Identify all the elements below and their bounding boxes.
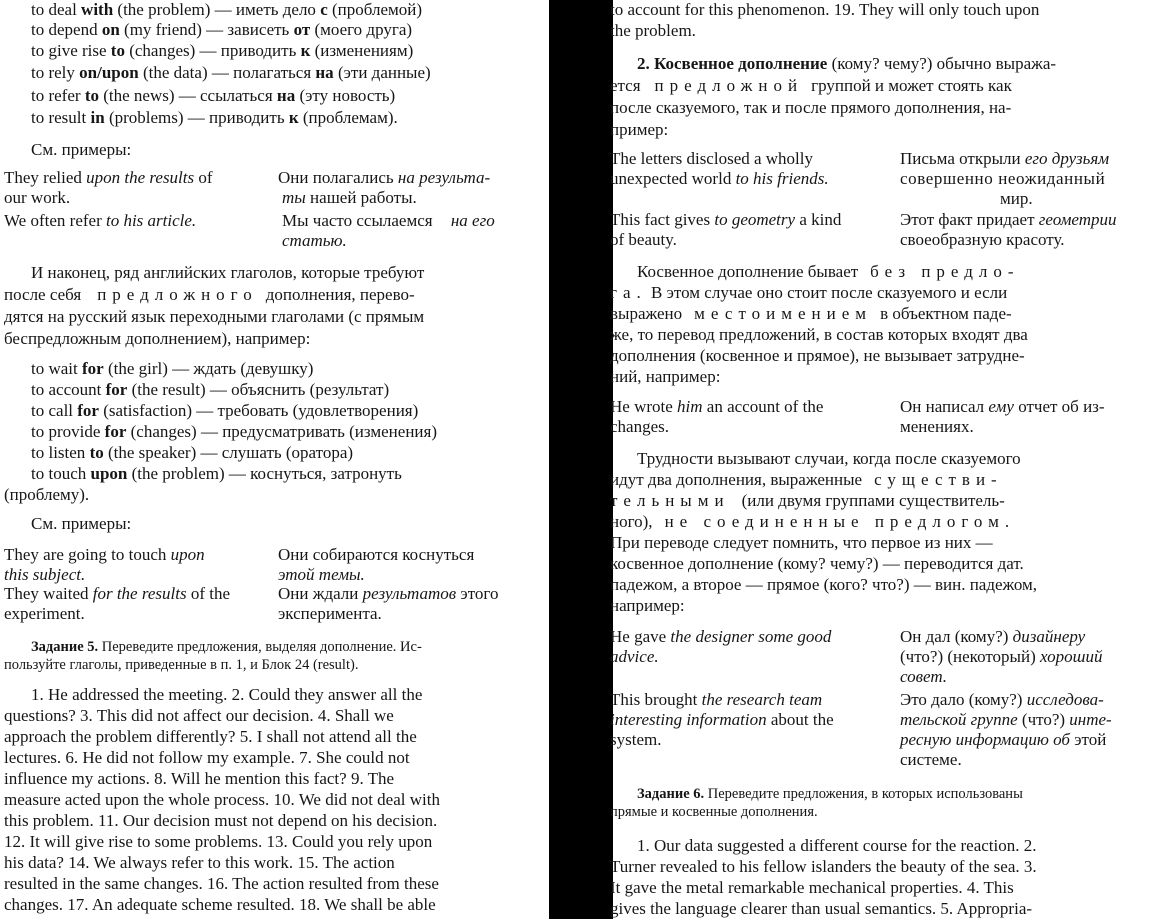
text-line: дятся на русский язык переходными глаголами (с прямым: [4, 307, 425, 326]
section-title: 2. Косвенное дополнение: [637, 54, 828, 73]
english-example: He wrote him an account of the changes.: [610, 397, 824, 436]
english-example: This fact gives to geometry a kind of beauty.: [610, 210, 842, 249]
verb-item: to call for (satisfaction) — требовать (удовлетворения): [31, 401, 419, 420]
text-line: И наконец, ряд английских глаголов, которые требуют: [31, 263, 425, 282]
text-line: после себя предложного дополнения, перево-: [4, 285, 415, 304]
see-examples-label: См. примеры:: [31, 514, 132, 533]
verb-item: to listen to (the speaker) — слушать (оратора): [31, 443, 354, 462]
russian-translation: Мы часто ссылаемся на его статью.: [282, 211, 495, 250]
russian-translation: Письма открыли его друзьям совершенно неожиданный мир.: [900, 149, 1110, 208]
verb-item: to touch upon (the problem) — коснуться, затронуть: [31, 464, 402, 483]
russian-translation: Это дало (кому?) исследова- тельской группе (что?) инте- ресную информацию об этой системе.: [900, 690, 1112, 769]
verb-item: to result in (problems) — приводить к (проблемам).: [31, 108, 398, 127]
left-page: to deal with (the problem) — иметь дело с (проблемой) to depend on (my friend) — зависеть от (моего друга) to give rise to (changes) — приводить к (изменениям) to rely on/upon (the data) — полагаться на (эти данные) to refer to (the news) — ссылаться на (эту новость) to result in (problems) — приводить к (проблемам). См. примеры: They relied upon the results of our work. Они полагались на результа- ты нашей работы. We often refer to his article. Мы часто ссылаемся на его статью. И наконец, ряд английских глаголов, которые требуют после себя предложного дополнения, перево- дятся на русский язык переходными глаголами (с прямым беспредложным дополнением), например: to wait for (the girl) — ждать (девушку) to account for (the result) — объяснить (результат) to call for (satisfaction) — требовать (удовлетворения) to provide for (changes) — предусматривать (изменения) to listen to (the speaker) — слушать (оратора) to touch upon (the problem) — коснуться, затронуть (проблему). См. примеры: They are going to touch upon this subject. Они собираются коснуться этой темы. They waited for the results of the experiment. Они ждали результатов этого эксперимента. Задание 5. Переведите предложения, выделяя дополнение. Ис- пользуйте глаголы, приведенные в п. 1, и Блок 24 (result). 1. He addressed the meeting. 2. Could they answer all the questions? 3. This did not affect our decision. 4. Shall we approach the problem differently? 5. I shall not attend all the lectures. 6. He did not follow my example. 7. She could not influence my actions. 8. Will he mention this fact? 9. The measure acted upon the whole process. 10. We did not deal with this problem. 11. Our decision must not depend on his decision. 12. It will give rise to some problems. 13. Could you rely upon his data? 14. We always refer to this work. 15. The action resulted in the same changes. 16. The action resulted from these changes. 17. An adequate scheme resulted. 18. We shall be able: [0, 0, 552, 919]
verb-item: to wait for (the girl) — ждать (девушку): [31, 359, 314, 378]
verb-item: to depend on (my friend) — зависеть от (моего друга): [31, 20, 413, 39]
text-line: беспредложным дополнением), например:: [4, 329, 311, 348]
russian-translation: Он написал ему отчет об из- менениях.: [900, 397, 1105, 436]
right-page: to account for this phenomenon. 19. They will only touch upon the problem. 2. Косвенное дополнение (кому? чему?) обычно выража- ется предложной группой и может стоять как после сказуемого, так и после прямого дополнения, на- пример: The letters disclosed a wholly unexpected world to his friends. Письма открыли его друзьям совершенно неожиданный мир. This fact gives to geometry a kind of beauty. Этот факт придает геометрии своеобразную красоту. Косвенное дополнение бывает без предло- га. В этом случае оно стоит после сказуемого и если выражено местоимением в объектном паде- же, то перевод предложений, в состав которых входят два дополнения (косвенное и прямое), не вызывает затрудне- ний, например: He wrote him an account of the changes. Он написал ему отчет об из- менениях. Трудности вызывают случаи, когда после сказуемого идут два дополнения, выраженные существи- тельными (или двумя группами существитель- ного), не соединенные предлогом. При переводе следует помнить, что первое из них — косвенное дополнение (кому? чему?) — переводится дат. падежом, а второе — прямое (кого? что?) — вин. падежом, например: He gave the designer some good advice. Он дал (кому?) дизайнеру (что?) (некоторый) хороший совет. This brought the research team interesting information about the system. Это дало (кому?) исследова- тельской группе (что?) инте- ресную информацию об этой системе. Задание 6. Переведите предложения, в которых использованы прямые и косвенные дополнения. 1. Our data suggested a different course for the reaction. 2. Turner revealed to his fellow islanders the beauty of the sea. 3. It gave the metal remarkable mechanical properties. 4. This gives the language clearer than usual semantics. 5. Appropria-: [610, 0, 1167, 919]
english-example: The letters disclosed a wholly unexpected world to his friends.: [610, 149, 829, 188]
verb-item: to account for (the result) — объяснить (результат): [31, 380, 390, 399]
verb-item: to provide for (changes) — предусматривать (изменения): [31, 422, 437, 441]
verb-item: to deal with (the problem) — иметь дело с (проблемой): [31, 0, 423, 19]
russian-translation: Они ждали результатов этого эксперимента.: [278, 584, 499, 623]
verb-item: to refer to (the news) — ссылаться на (эту новость): [31, 86, 396, 105]
verb-item: to give rise to (changes) — приводить к (изменениям): [31, 41, 414, 60]
book-spine-shadow: [549, 0, 613, 919]
english-example: This brought the research team interesting information about the system.: [610, 690, 834, 749]
english-example: He gave the designer some good advice.: [610, 627, 832, 666]
english-example: They are going to touch upon this subject.: [4, 545, 205, 584]
verb-item: to rely on/upon (the data) — полагаться на (эти данные): [31, 63, 431, 82]
english-example: We often refer to his article.: [4, 211, 197, 230]
russian-translation: Они собираются коснуться этой темы.: [278, 545, 475, 584]
russian-translation: Они полагались на результа- ты нашей работы.: [278, 168, 491, 207]
see-examples-label: См. примеры:: [31, 140, 132, 159]
russian-translation: Он дал (кому?) дизайнеру (что?) (некоторый) хороший совет.: [900, 627, 1103, 686]
verb-item-continuation: (проблему).: [4, 485, 90, 504]
russian-translation: Этот факт придает геометрии своеобразную красоту.: [900, 210, 1117, 249]
english-example: They waited for the results of the experiment.: [4, 584, 231, 623]
english-example: They relied upon the results of our work.: [4, 168, 213, 207]
